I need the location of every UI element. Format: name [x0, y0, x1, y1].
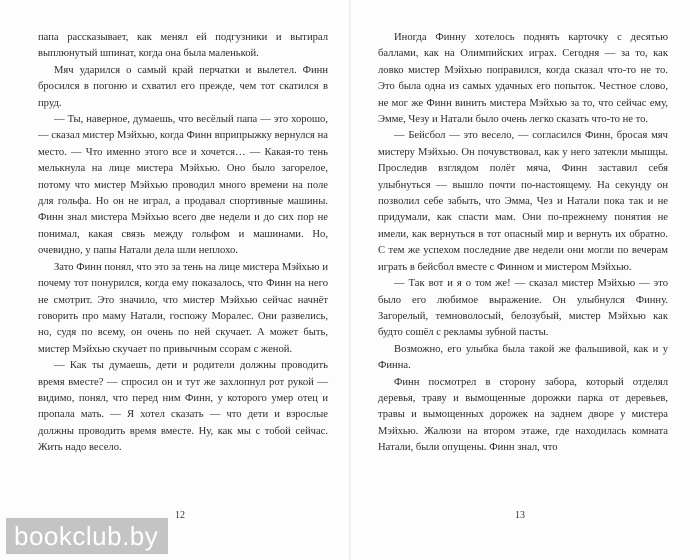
book-gutter [349, 0, 351, 560]
right-paragraph: — Бейсбол — это весело, — согласился Финн, бросая мяч мистеру Мэйхью. Он почувствовал, как у него затекли мышцы. Проследив взглядом полёт мяча, Финн заставил себя улыбнуться — вышло почти по-настоящему. На секунду он позволил себе забыть, что Эмма, Чез и Натали пока так и не придумали, как спасти мам. Они по-прежнему понятия не имели, как вернуться в тот опасный мир и вернуть их обратно. С тем же успехом последние две недели они могли по вечерам играть в бейсбол вместе с Финном и мистером Мэйхью. [378, 130, 668, 273]
right-paragraph: Иногда Финну хотелось поднять карточку с десятью баллами, как на Олимпийских играх. Сегодня — за то, как ловко мистер Мэйхью поправился, когда сказал что-то не то. Это была одна из самых удачных его попыток. Честное слово, не мог же Финн винить мистера Мэйхью за то, что сейчас ему, Эмме, Чезу и Натали было очень легко сказать что-то не то. [378, 32, 668, 126]
left-paragraph: Зато Финн понял, что это за тень на лице мистера Мэйхью и почему тот понурился, когда ему показалось, что Финн на него не смотрит. Это значило, что мистер Мэйхью сейчас начнёт говорить про маму Натали, госпожу Моралес. Они развелись, но, судя по всему, он очень по ней скучает. А может быть, мистер Мэйхью скучает по привычным ссорам с женой. [38, 261, 328, 355]
right-paragraph: Возможно, его улыбка была такой же фальшивой, как и у Финна. [378, 343, 668, 372]
left-paragraph: папа рассказывает, как менял ей подгузники и вытирал выплюнутый шпинат, когда она была маленькой. [38, 32, 328, 60]
watermark-logo: bookclub.by [6, 518, 168, 554]
right-page [378, 30, 668, 500]
left-paragraph: Мяч ударился о самый край перчатки и вылетел. Финн бросился в погоню и схватил его прежде, чем тот скатился в пруд. [38, 64, 328, 109]
right-paragraph: Финн посмотрел в сторону забора, который отделял деревья, траву и вымощенные дорожки парка от деревьев, травы и вымощенных дорожек на заднем дворе у мистера Мэйхью. Жалюзи на втором этаже, где находилась комната Натали, были опущены. Финн знал, что [378, 376, 668, 454]
page-number-left: 12 [175, 510, 185, 521]
right-paragraph: — Так вот и я о том же! — сказал мистер Мэйхью — это было его любимое выражение. Он улыбнулся Финну. Загорелый, темноволосый, белозубый, мистер Мэйхью как будто сошёл с рекламы зубной пасты. [378, 278, 668, 339]
left-page [38, 30, 328, 500]
left-paragraph: — Как ты думаешь, дети и родители должны проводить время вместе? — спросил он и тут же захлопнул рот рукой — видимо, понял, что перед ним Финн, у которого умер отец и пропала мать. — Я хотел сказать — что дети и взрослые должны проводить время вместе. Ну, как мы с тобой сейчас. Жить надо весело. [38, 360, 328, 454]
left-paragraph: — Ты, наверное, думаешь, что весёлый папа — это хорошо, — сказал мистер Мэйхью, когда Финн вприпрыжку вернулся на место. — Что именно этого все и хочется… — Какая-то тень мелькнула на лице мистера Мэйхью. Оно было загорелое, потому что мистер Мэйхью проводил много времени на поле для гольфа. Но он не играл, а продавал спортивные машины. Финн знал мистера Мэйхью всего две недели и до сих пор не понимал, какая связь между гольфом и машинами. Но, очевидно, у папы Натали дела шли неплохо. [38, 114, 328, 257]
page-number-right: 13 [515, 510, 525, 521]
